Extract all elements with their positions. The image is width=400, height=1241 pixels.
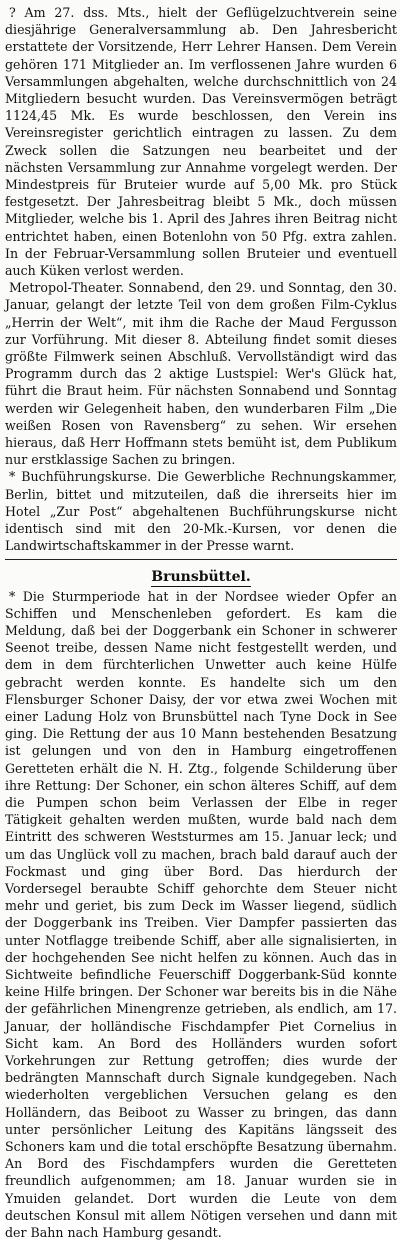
section-heading xyxy=(5,568,397,586)
section-divider xyxy=(5,559,397,560)
article-buchfuehrungskurse: * Buchführungskurse. Die Gewerbliche Rechnungskammer, Berlin, bittet und mitzuteilen, daß die ihrerseits hier im Hotel „Zur Post“ abgehaltenen Buchführungskurse nicht identisch sind mit den 20-Mk.-Kursen, vor denen die Landwirtschaftskammer in der Presse warnt. xyxy=(5,468,397,554)
article-sturmperiode: * Die Sturmperiode hat in der Nordsee wieder Opfer an Schiffen und Menschenleben gefordert. Es kam die Meldung, daß bei der Doggerbank ein Schoner in schwerer Seenot treibe, dessen Name nicht festgestellt werden, und dem in dem fürchterlichen Unwetter auch keine Hülfe gebracht werden konnte. Es handelte sich um den Flensburger Schoner Daisy, der vor etwa zwei Wochen mit einer Ladung Holz von Brunsbüttel nach Tyne Dock in See ging. Die Rettung der aus 10 Mann bestehenden Besatzung ist gelungen und von den in Hamburg eingetroffenen Geretteten erhält die N. H. Ztg., folgende Schilderung über ihre Rettung: Der Schoner, ein schon älteres Schiff, auf dem die Pumpen schon beim Verlassen der Elbe in reger Tätigkeit gehalten werden mußten, wurde bald nach dem Eintritt des schweren Weststurmes am 15. Januar leck; und um das Unglück voll zu machen, brach bald darauf auch der Fockmast und ging über Bord. Das hierdurch der Vordersegel beraubte Schiff gehorchte dem Steuer nicht mehr und geriet, bis zum Deck im Wasser liegend, südlich der Doggerbank ins Treiben. Vier Dampfer passierten das unter Notflagge treibende Schiff, aber alle signalisierten, in der hochgehenden See nicht helfen zu können. Auch das in Sichtweite befindliche Feuerschiff Doggerbank-Süd konnte keine Hilfe bringen. Der Schoner war bereits bis in die Nähe der gefährlichen Minengrenze getrieben, als endlich, am 17. Januar, der holländische Fischdampfer Piet Cornelius in Sicht kam. An Bord des Holländers wurden sofort Vorkehrungen zur Rettung getroffen; dies wurde der bedrängten Mannschaft durch Signale kundgegeben. Nach wiederholten vergeblichen Versuchen gelang es den Holländern, das Beiboot zu Wasser zu bringen, das dann unter persönlicher Leitung des Kapitäns längsseit des Schoners kam und die total erschöpfte Besatzung übernahm. An Bord des Fischdampfers wurden die Geretteten freundlich aufgenommen; am 18. Januar wurden sie in Ymuiden gelandet. Dort wurden die Leute von dem deutschen Konsul mit allem Nötigen versehen und dann mit der Bahn nach Hamburg gesandt. xyxy=(5,588,397,1241)
article-gefluegelzuchtverein: ? Am 27. dss. Mts., hielt der Geflügelzuchtverein seine diesjährige Generalversammlung ab. Den Jahresbericht erstattete der Vorsitzende, Herr Lehrer Hansen. Dem Verein gehören 171 Mitglieder an. Im verflossenen Jahre wurden 6 Versammlungen abgehalten, welche durchschnittlich von 24 Mitgliedern besucht wurden. Das Vereinsvermögen beträgt 1124,45 Mk. Es wurde beschlossen, den Verein ins Vereinsregister gerichtlich eintragen zu lassen. Zu dem Zweck sollen die Satzungen neu bearbeitet und der nächsten Versammlung zur Annahme vorgelegt werden. Der Mindestpreis für Bruteier wurde auf 5,00 Mk. pro Stück festgesetzt. Der Jahresbeitrag bleibt 5 Mk., doch müssen Mitglieder, welche bis 1. April des Jahres ihren Beitrag nicht entrichtet haben, einen Botenlohn von 50 Pfg. extra zahlen. In der Februar-Versammlung sollen Bruteier und eventuell auch Küken verlost werden. xyxy=(5,4,397,279)
article-metropol-theater: Metropol-Theater. Sonnabend, den 29. und Sonntag, den 30. Januar, gelangt der letzte Teil von dem großen Film-Cyklus „Herrin der Welt“, mit ihm die Rache der Maud Fergusson zur Vorführung. Mit dieser 8. Abteilung findet somit dieses größte Filmwerk seinen Abschluß. Vervollständigt wird das Programm durch das 2 aktige Lustspiel: Wer's Glück hat, führt die Braut heim. Für nächsten Sonnabend und Sonntag werden wir Gelegenheit haben, den wunderbaren Film „Die weißen Rosen von Ravensberg“ zu sehen. Wir ersehen hieraus, daß Herr Hoffmann stets bemüht ist, dem Publikum nur erstklassige Sachen zu bringen. xyxy=(5,279,397,468)
section-heading-text: Brunsbüttel. xyxy=(151,569,250,587)
